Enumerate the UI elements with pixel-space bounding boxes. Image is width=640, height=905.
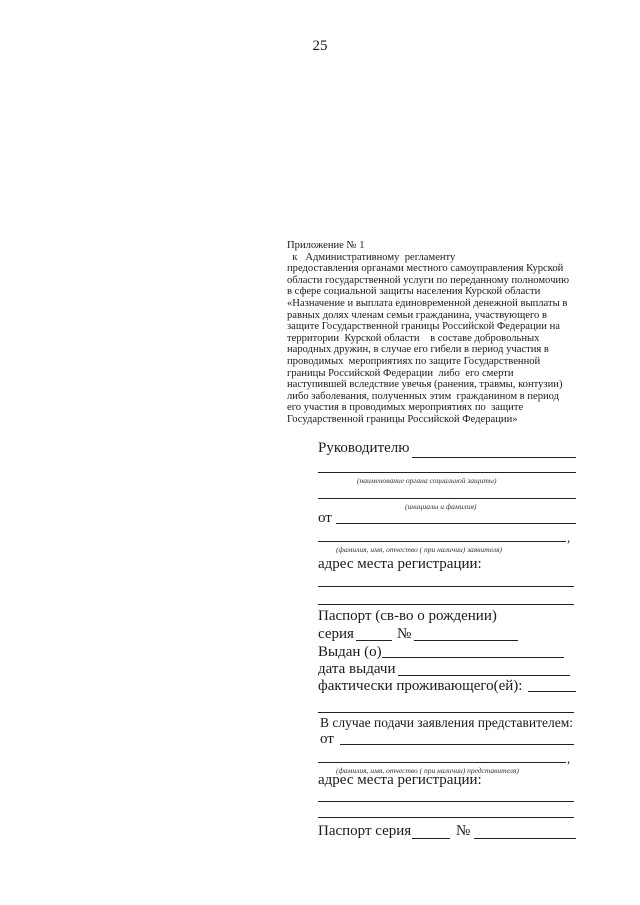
appendix-line: его участия в проводимых мероприятиях по защите xyxy=(287,402,524,414)
series-label: серия xyxy=(318,626,354,642)
from-field[interactable] xyxy=(336,523,576,524)
address-label: адрес места регистрации: xyxy=(318,556,482,572)
appendix-line: предоставления органами местного самоуправления Курской xyxy=(287,263,564,275)
rep-series-field[interactable] xyxy=(412,838,450,839)
number-label: № xyxy=(397,626,412,642)
appendix-line: в сфере социальной защиты населения Курской области xyxy=(287,286,541,298)
appendix-line: защите Государственной границы Российской Федерации на xyxy=(287,321,560,333)
issued-field[interactable] xyxy=(382,657,564,658)
number-field[interactable] xyxy=(414,640,518,641)
series-field[interactable] xyxy=(356,640,392,641)
appendix-line: области государственной услуги по переданному полномочию xyxy=(287,274,569,286)
applicant-name-field[interactable] xyxy=(318,541,566,542)
rep-address-label: адрес места регистрации: xyxy=(318,772,482,788)
rep-address-field-1[interactable] xyxy=(318,801,574,802)
passport-label: Паспорт (св-во о рождении) xyxy=(318,608,497,624)
rep-number-label: № xyxy=(456,823,471,839)
appendix-line: Приложение № 1 xyxy=(287,240,365,251)
comma: , xyxy=(567,530,571,545)
caption-org: (наименование органа социальной защиты) xyxy=(357,476,497,485)
issued-label: Выдан (о) xyxy=(318,644,382,660)
rep-from-field[interactable] xyxy=(340,744,574,745)
appendix-line: наступившей вследствие увечья (ранения, травмы, контузии) xyxy=(287,379,563,391)
appendix-line: равных долях членам семьи гражданина, участвующего в xyxy=(287,309,547,321)
head-label: Руководителю xyxy=(318,440,410,456)
org-name-field[interactable] xyxy=(318,472,576,473)
residing-field-tail[interactable] xyxy=(528,691,576,692)
address-field-1[interactable] xyxy=(318,586,574,587)
rep-address-field-2[interactable] xyxy=(318,817,574,818)
appendix-line: «Назначение и выплата единовременной денежной выплаты в xyxy=(287,297,568,309)
appendix-line: народных дружин, в случае его гибели в период участия в xyxy=(287,344,549,356)
appendix-line: границы Российской Федерации либо его смерти xyxy=(287,367,514,379)
rep-from-label: от xyxy=(320,731,334,747)
appendix-line: проводимых мероприятиях по защите Государственной xyxy=(287,355,541,367)
from-label: от xyxy=(318,510,332,526)
issue-date-label: дата выдачи xyxy=(318,661,396,677)
appendix-line: территории Курской области в составе добровольных xyxy=(287,332,540,344)
appendix-header xyxy=(287,240,587,426)
residing-label: фактически проживающего(ей): xyxy=(318,678,523,694)
caption-applicant: (фамилия, имя, отчество ( при наличии) заявителя) xyxy=(336,545,503,554)
appendix-line: к Административному регламенту xyxy=(287,251,456,263)
rep-name-field[interactable] xyxy=(318,762,566,763)
residing-field[interactable] xyxy=(318,712,574,713)
rep-intro: В случае подачи заявления представителем: xyxy=(320,715,574,730)
rep-comma: , xyxy=(567,751,571,766)
address-field-2[interactable] xyxy=(318,604,574,605)
appendix-line: Государственной границы Российской Федерации» xyxy=(287,413,518,425)
caption-rep: (фамилия, имя, отчество ( при наличии) представителя) xyxy=(336,766,519,775)
rep-number-field[interactable] xyxy=(474,838,576,839)
appendix-line: либо заболевания, полученных этим гражданином в период xyxy=(287,390,560,402)
head-name-field[interactable] xyxy=(412,457,576,458)
initials-field[interactable] xyxy=(318,498,576,499)
issue-date-field[interactable] xyxy=(398,675,570,676)
page-number: 25 xyxy=(312,38,328,54)
caption-initials: (инициалы и фамилия) xyxy=(405,502,477,511)
rep-passport-label: Паспорт серия xyxy=(318,823,412,839)
